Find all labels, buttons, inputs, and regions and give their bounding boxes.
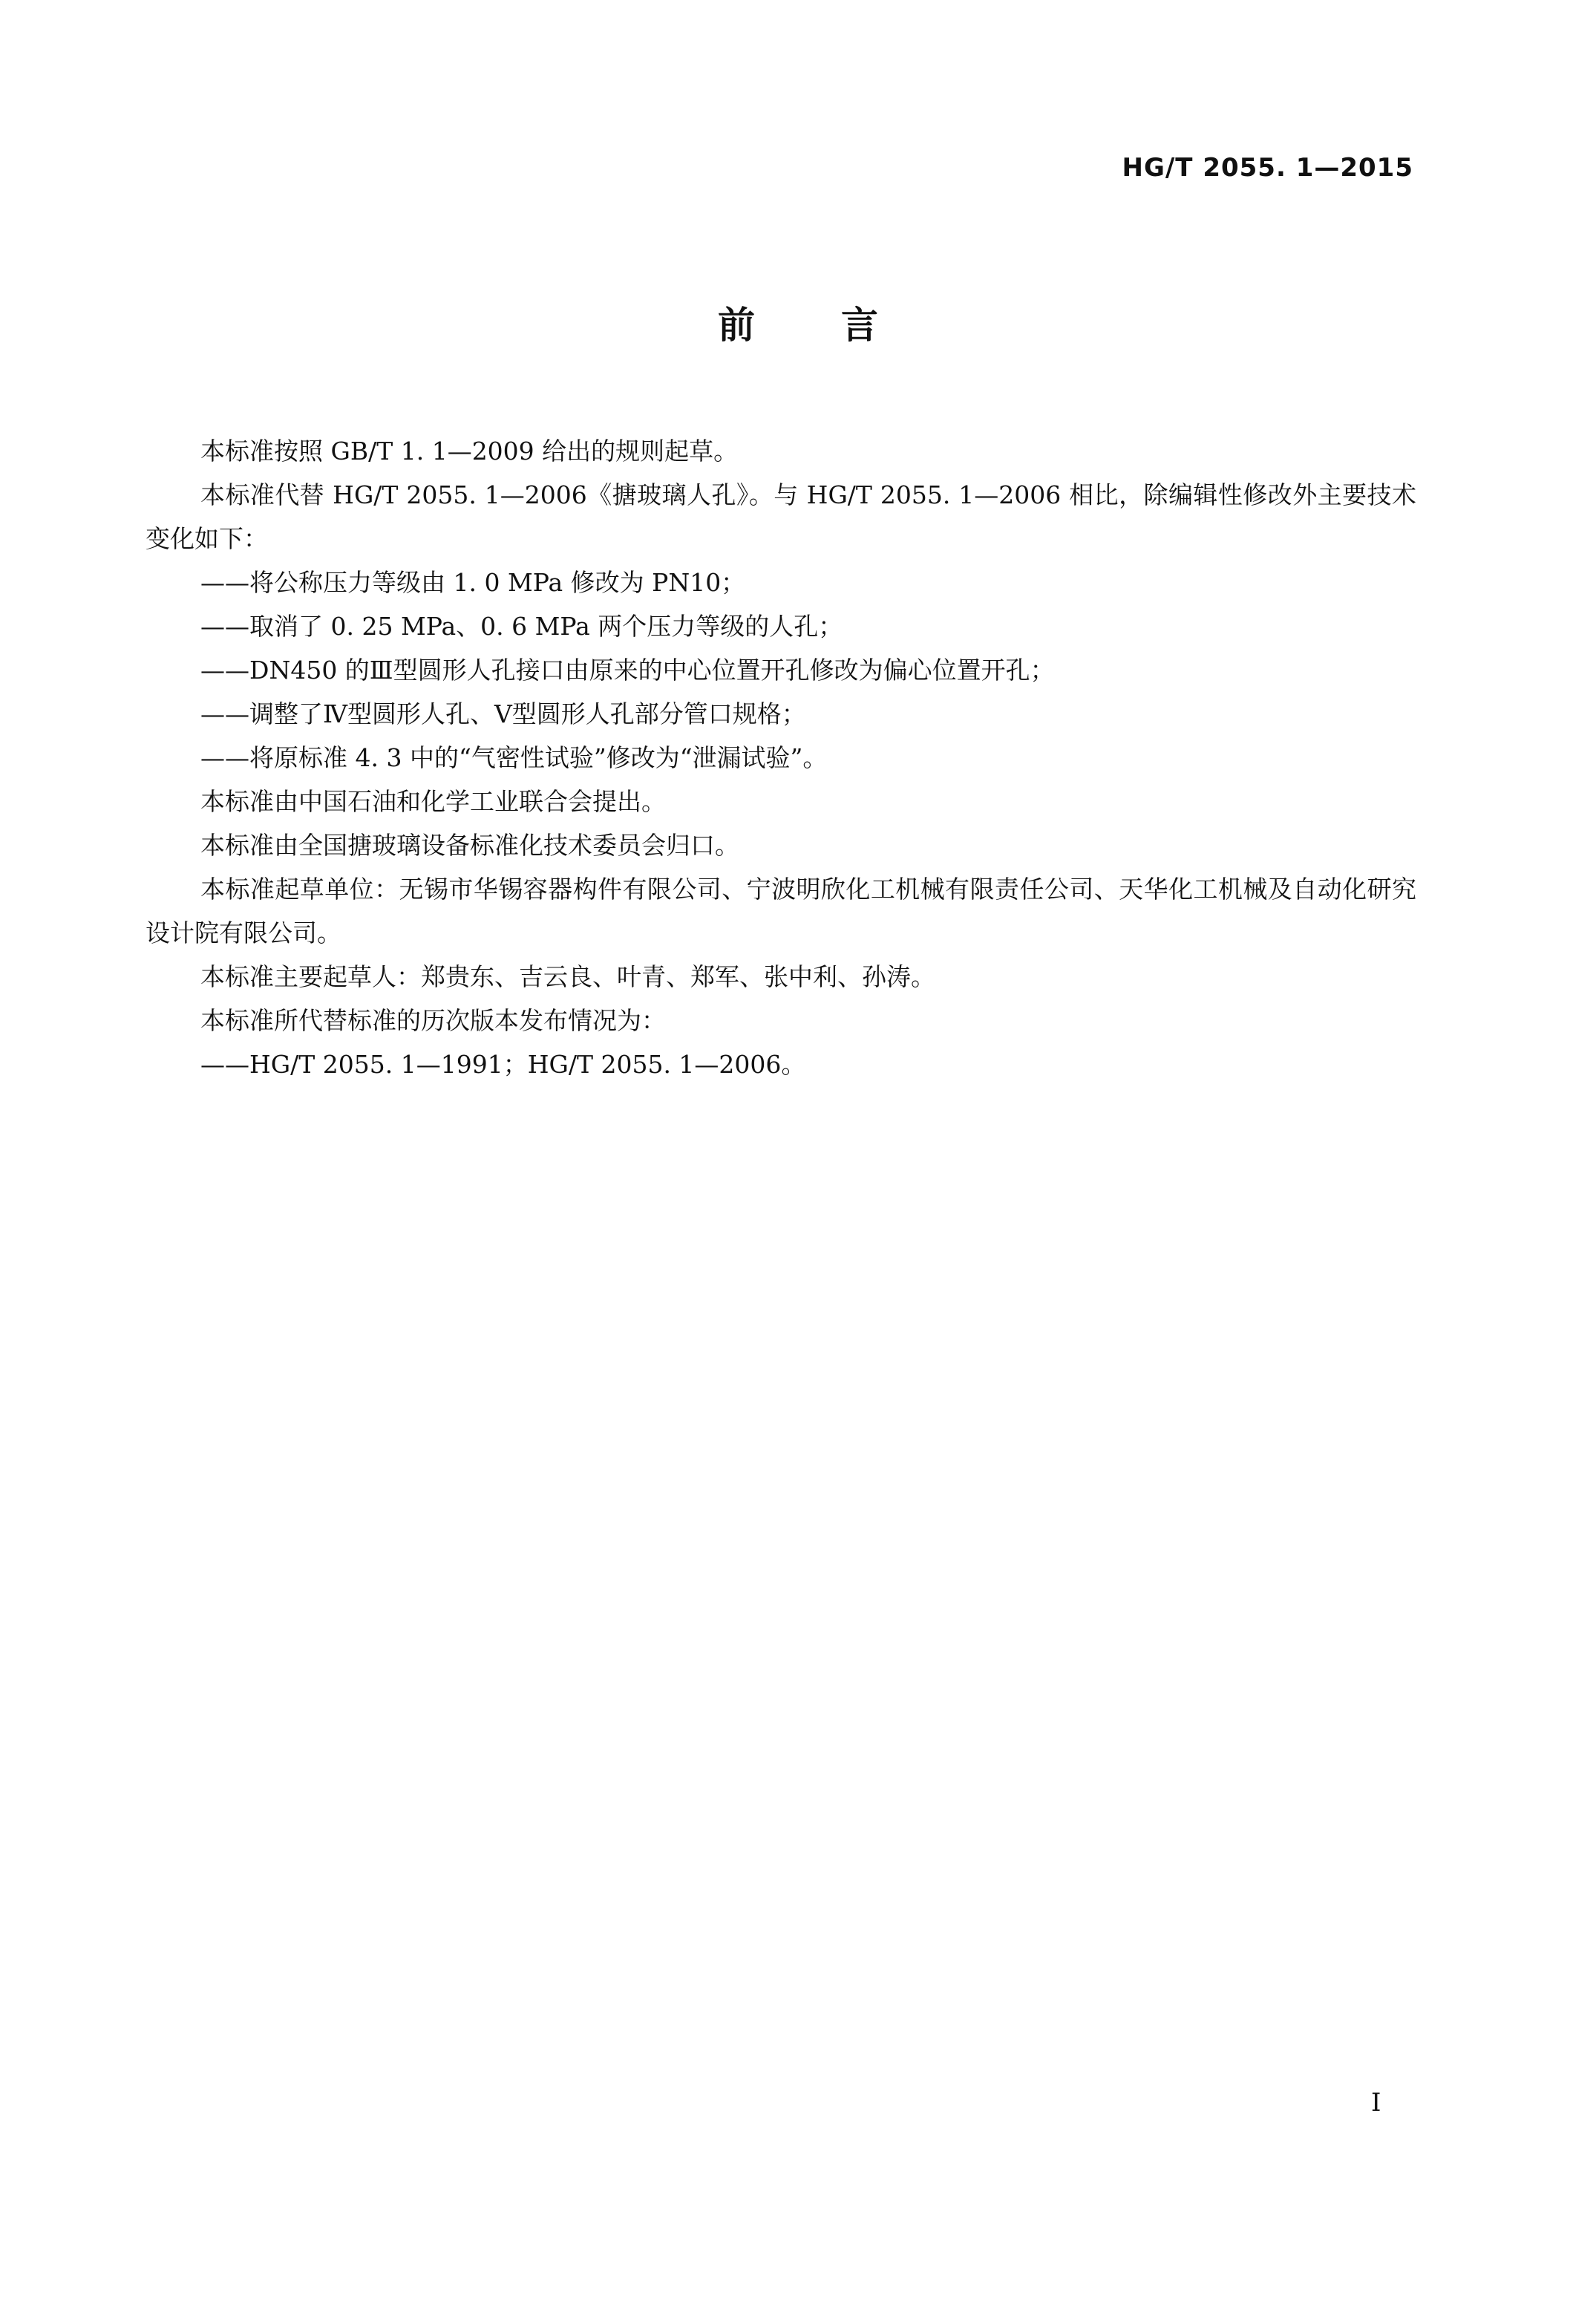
change-item-removed-levels: ——取消了 0. 25 MPa、0. 6 MPa 两个压力等级的人孔； [200,612,843,641]
foreword-body [145,429,1416,1086]
change-item-nozzle: ——调整了Ⅳ型圆形人孔、Ⅴ型圆形人孔部分管口规格； [200,699,806,728]
change-item-dn450: ——DN450 的Ⅲ型圆形人孔接口由原来的中心位置开孔修改为偏心位置开孔； [200,656,1055,685]
paragraph-drafting-rules: 本标准按照 GB/T 1. 1—2009 给出的规则起草。 [200,437,739,466]
change-item-test: ——将原标准 4. 3 中的“气密性试验”修改为“泄漏试验”。 [200,743,828,772]
standard-code: HG/T 2055. 1—2015 [1122,153,1413,183]
history-item: ——HG/T 2055. 1—1991；HG/T 2055. 1—2006。 [200,1050,806,1079]
paragraph-drafters: 本标准主要起草人：郑贵东、吉云良、叶青、郑军、张中利、孙涛。 [200,962,935,991]
change-item-pressure: ——将公称压力等级由 1. 0 MPa 修改为 PN10； [200,568,746,597]
paragraph-proposed-by: 本标准由中国石油和化学工业联合会提出。 [200,787,666,816]
paragraph-drafting-units: 本标准起草单位：无锡市华锡容器构件有限公司、宁波明欣化工机械有限责任公司、天华化工机械及自动化研究设计院有限公司。 [145,875,1416,947]
paragraph-replaces: 本标准代替 HG/T 2055. 1—2006《搪玻璃人孔》。与 HG/T 2055. 1—2006 相比，除编辑性修改外主要技术变化如下： [145,480,1416,553]
paragraph-administered-by: 本标准由全国搪玻璃设备标准化技术委员会归口。 [200,831,739,860]
page-number: I [1371,2088,1381,2118]
page-title: 前言 [718,304,964,347]
paragraph-history: 本标准所代替标准的历次版本发布情况为： [200,1006,666,1035]
